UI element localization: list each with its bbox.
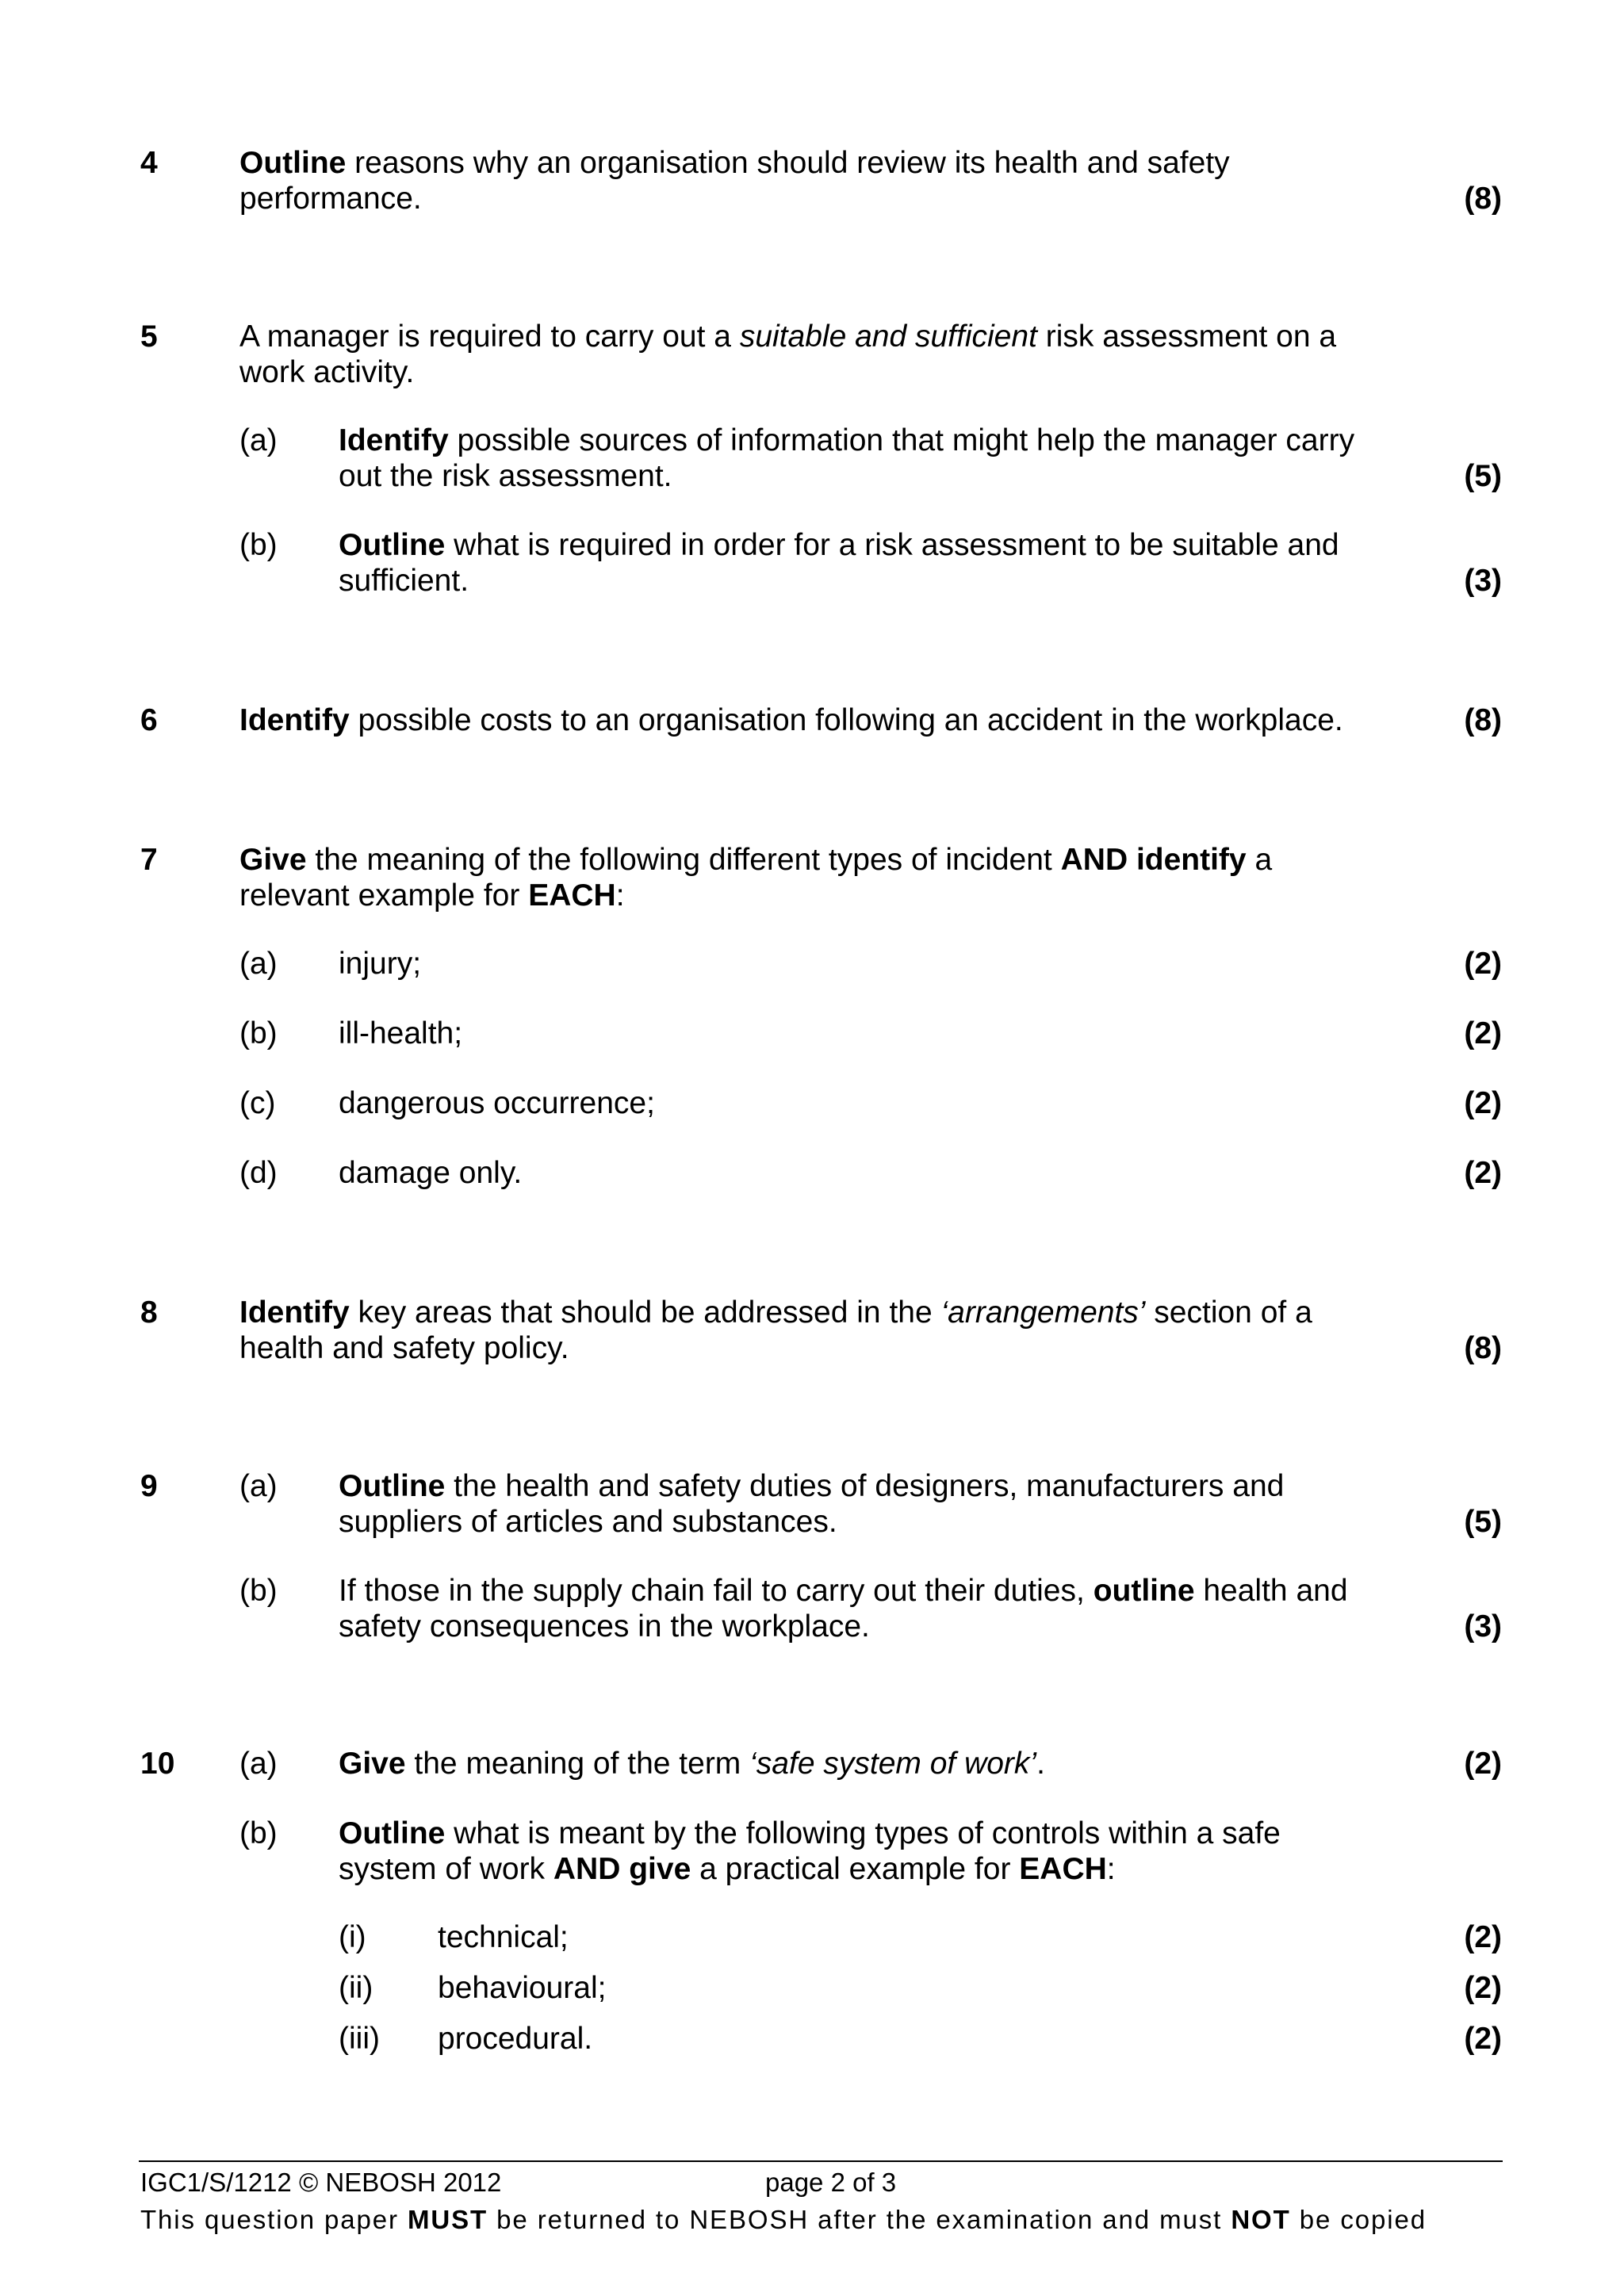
marks: (8) xyxy=(1464,1331,1502,1365)
part-text: Outline what is meant by the following types of controls within a safe system of work AND give a practical example for EACH: xyxy=(339,1816,1281,1886)
part-text: dangerous occurrence; xyxy=(339,1086,655,1120)
part-label: (b) xyxy=(239,1816,278,1850)
footer-divider xyxy=(139,2160,1503,2162)
subpart-text: behavioural; xyxy=(438,1971,607,2005)
question-text: Identify possible costs to an organisation following an accident in the workplace. xyxy=(239,703,1343,737)
part-label: (b) xyxy=(239,1574,278,1608)
question-number: 9 xyxy=(140,1469,158,1503)
marks: (3) xyxy=(1464,564,1502,598)
subpart-text: procedural. xyxy=(438,2022,593,2056)
question-number: 8 xyxy=(140,1295,158,1330)
question-number: 5 xyxy=(140,320,158,354)
marks: (8) xyxy=(1464,182,1502,216)
marks: (2) xyxy=(1464,947,1502,981)
part-text: If those in the supply chain fail to carry out their duties, outline health and safety consequences in the workplace. xyxy=(339,1574,1348,1644)
marks: (5) xyxy=(1464,459,1502,493)
part-text: Identify possible sources of information that might help the manager carry out the risk assessment. xyxy=(339,423,1355,493)
part-text: Outline what is required in order for a risk assessment to be suitable and sufficient. xyxy=(339,528,1339,598)
question-text: Give the meaning of the following different types of incident AND identify a relevant example for EACH: xyxy=(239,843,1273,913)
part-label: (c) xyxy=(239,1086,276,1120)
question-number: 10 xyxy=(140,1747,175,1781)
marks: (3) xyxy=(1464,1609,1502,1644)
part-text: Outline the health and safety duties of designers, manufacturers and suppliers of articles and substances. xyxy=(339,1469,1285,1539)
part-label: (d) xyxy=(239,1156,278,1190)
paper-code: IGC1/S/1212 © NEBOSH 2012 xyxy=(140,2168,502,2197)
question-number: 7 xyxy=(140,843,158,877)
marks: (2) xyxy=(1464,2022,1502,2056)
part-text: damage only. xyxy=(339,1156,523,1190)
question-text: A manager is required to carry out a suitable and sufficient risk assessment on a work activity. xyxy=(239,320,1337,389)
part-label: (a) xyxy=(239,1747,278,1781)
subpart-label: (ii) xyxy=(339,1971,373,2005)
subpart-label: (i) xyxy=(339,1920,366,1954)
footer-notice: This question paper MUST be returned to NEBOSH after the examination and must NOT be copied xyxy=(140,2205,1427,2234)
part-text: injury; xyxy=(339,947,422,981)
marks: (2) xyxy=(1464,1920,1502,1954)
question-number: 4 xyxy=(140,146,158,180)
page-number: page 2 of 3 xyxy=(765,2168,897,2197)
part-label: (b) xyxy=(239,528,278,562)
question-number: 6 xyxy=(140,703,158,737)
marks: (5) xyxy=(1464,1505,1502,1539)
marks: (2) xyxy=(1464,1156,1502,1190)
part-text: ill-health; xyxy=(339,1016,463,1050)
subpart-label: (iii) xyxy=(339,2022,380,2056)
part-label: (a) xyxy=(239,947,278,981)
subpart-text: technical; xyxy=(438,1920,569,1954)
part-label: (b) xyxy=(239,1016,278,1050)
marks: (2) xyxy=(1464,1016,1502,1050)
marks: (2) xyxy=(1464,1971,1502,2005)
part-text: Give the meaning of the term ‘safe system of work’. xyxy=(339,1747,1045,1781)
part-label: (a) xyxy=(239,1469,278,1503)
marks: (8) xyxy=(1464,703,1502,737)
marks: (2) xyxy=(1464,1086,1502,1120)
question-text: Outline reasons why an organisation should review its health and safety performance. xyxy=(239,146,1230,216)
marks: (2) xyxy=(1464,1747,1502,1781)
question-text: Identify key areas that should be addressed in the ‘arrangements’ section of a health and safety policy. xyxy=(239,1295,1312,1365)
part-label: (a) xyxy=(239,423,278,457)
